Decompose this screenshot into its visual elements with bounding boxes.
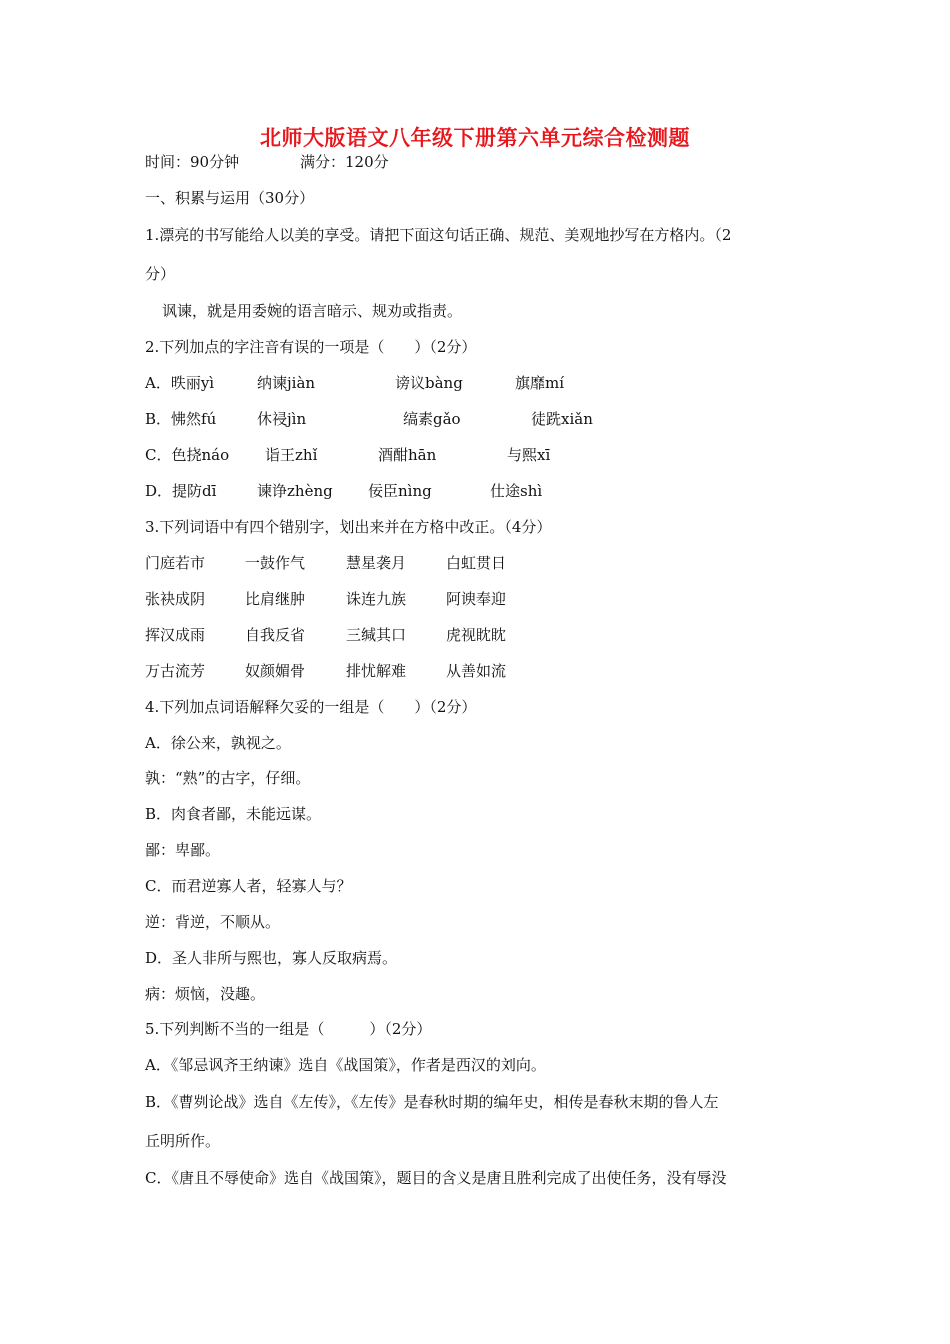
q4-stem: 4.下列加点词语解释欠妥的一组是（ ）（2分） bbox=[145, 698, 477, 716]
q5-option-a: A．《邹忌讽齐王纳谏》选自《战国策》，作者是西汉的刘向。 bbox=[145, 1056, 546, 1074]
option-cell: 徒跣xiǎn bbox=[531, 410, 593, 428]
option-cell: 纳谏jiàn bbox=[257, 374, 316, 392]
word-cell: 排忧解难 bbox=[346, 662, 407, 680]
q4-line: A．徐公来，孰视之。 bbox=[145, 734, 291, 752]
q4-line: C．而君逆寡人者，轻寡人与？ bbox=[145, 877, 352, 895]
word-cell: 奴颜媚骨 bbox=[245, 662, 306, 680]
option-cell: A．昳丽yì bbox=[145, 374, 215, 392]
word-cell: 挥汉成雨 bbox=[145, 626, 206, 644]
option-cell: 与熙xī bbox=[507, 446, 551, 464]
q5-option-c: C．《唐且不辱使命》选自《战国策》，题目的含义是唐且胜利完成了出使任务，没有辱没 bbox=[145, 1169, 727, 1187]
option-cell: D．提防dī bbox=[145, 482, 217, 500]
q1-stem: 1.漂亮的书写能给人以美的享受。请把下面这句话正确、规范、美观地抄写在方格内。（2 bbox=[145, 226, 732, 244]
word-cell: 门庭若市 bbox=[145, 554, 206, 572]
option-cell: B．怫然fú bbox=[145, 410, 217, 428]
option-cell: 谤议bàng bbox=[395, 374, 463, 392]
q3-stem: 3.下列词语中有四个错别字，划出来并在方格中改正。（4分） bbox=[145, 518, 552, 536]
option-cell: 酒酣hān bbox=[378, 446, 437, 464]
option-cell: 休祲jìn bbox=[257, 410, 307, 428]
q1-stem-continued: 分） bbox=[145, 265, 176, 283]
word-cell: 阿谀奉迎 bbox=[446, 590, 507, 608]
q5-option-b: B．《曹刿论战》选自《左传》，《左传》是春秋时期的编年史，相传是春秋末期的鲁人左 bbox=[145, 1093, 719, 1111]
exam-time: 时间：90分钟 bbox=[145, 153, 240, 171]
word-cell: 慧星袭月 bbox=[346, 554, 407, 572]
word-cell: 比肩继肿 bbox=[245, 590, 306, 608]
section-heading: 一、积累与运用（30分） bbox=[145, 189, 315, 207]
q5-option-b-continued: 丘明所作。 bbox=[145, 1132, 221, 1150]
exam-score: 满分：120分 bbox=[300, 153, 389, 171]
option-cell: 缟素gǎo bbox=[403, 410, 461, 428]
word-cell: 诛连九族 bbox=[346, 590, 407, 608]
q4-line: 孰：“熟”的古字，仔细。 bbox=[145, 769, 311, 787]
word-cell: 三缄其口 bbox=[346, 626, 407, 644]
word-cell: 张袂成阴 bbox=[145, 590, 206, 608]
option-cell: C．色挠náo bbox=[145, 446, 230, 464]
option-cell: 谏诤zhèng bbox=[257, 482, 333, 500]
document-title: 北师大版语文八年级下册第六单元综合检测题 bbox=[260, 126, 690, 150]
q4-line: 病：烦恼，没趣。 bbox=[145, 985, 266, 1003]
option-cell: 诣王zhǐ bbox=[265, 446, 318, 464]
word-cell: 虎视眈眈 bbox=[446, 626, 507, 644]
word-cell: 从善如流 bbox=[446, 662, 507, 680]
word-cell: 万古流芳 bbox=[145, 662, 206, 680]
word-cell: 自我反省 bbox=[245, 626, 306, 644]
q1-copy-text: 讽谏，就是用委婉的语言暗示、规劝或指责。 bbox=[162, 302, 463, 320]
option-cell: 佞臣nìng bbox=[368, 482, 432, 500]
q4-line: 鄙：卑鄙。 bbox=[145, 841, 221, 859]
q4-line: B．肉食者鄙，未能远谋。 bbox=[145, 805, 322, 823]
option-cell: 仕途shì bbox=[490, 482, 543, 500]
option-cell: 旗靡mí bbox=[515, 374, 565, 392]
q5-stem: 5.下列判断不当的一组是（ ）（2分） bbox=[145, 1020, 432, 1038]
q2-stem: 2.下列加点的字注音有误的一项是（ ）（2分） bbox=[145, 338, 477, 356]
q4-line: D．圣人非所与熙也，寡人反取病焉。 bbox=[145, 949, 398, 967]
word-cell: 一鼓作气 bbox=[245, 554, 306, 572]
q4-line: 逆：背逆，不顺从。 bbox=[145, 913, 281, 931]
word-cell: 白虹贯日 bbox=[446, 554, 507, 572]
